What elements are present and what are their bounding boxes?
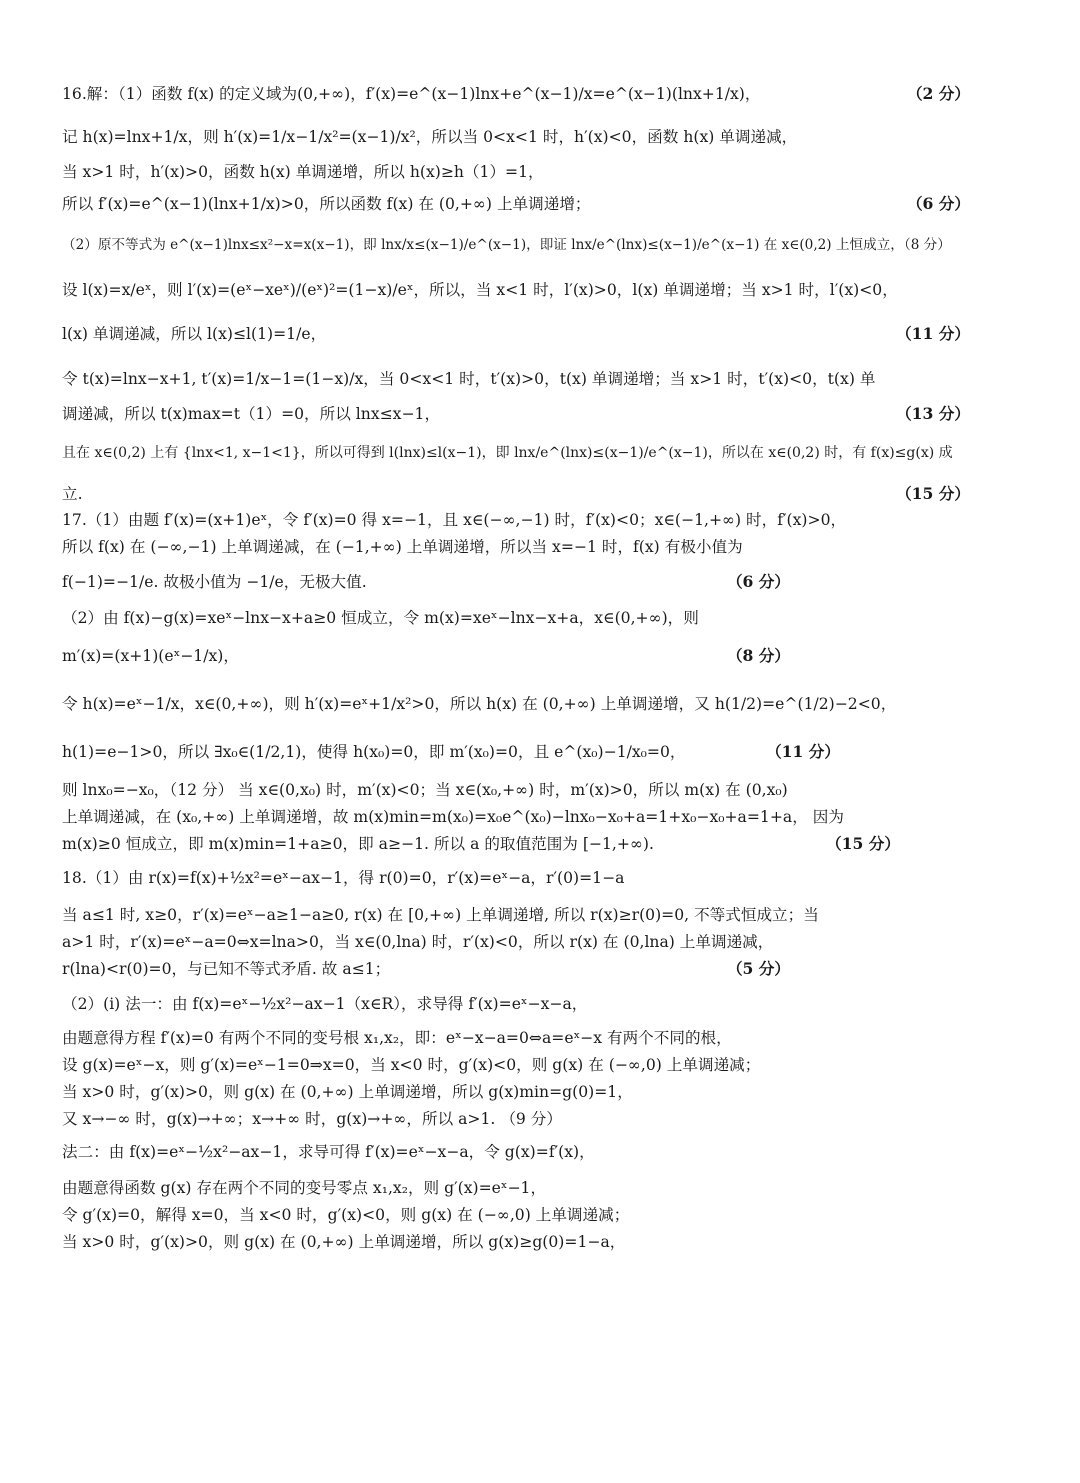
q16-line-5: （2）原不等式为 e^(x−1)lnx≤x²−x=x(x−1)，即 lnx/x≤(x−1)/e^(x−1)，即证 lnx/e^(lnx)≤(x−1)/e^(x−1) 在 x∈(0,2) 上恒成立，（8 分） [62, 237, 951, 253]
q16-line-8: 令 t(x)=lnx−x+1, t′(x)=1/x−1=(1−x)/x，当 0<x<1 时，t′(x)>0，t(x) 单调递增；当 x>1 时，t′(x)<0，t(x) 单 [62, 370, 876, 388]
q18-line-2: 当 a≤1 时, x≥0，r′(x)=eˣ−a≥1−a≥0, r(x) 在 [0,+∞) 上单调递增, 所以 r(x)≥r(0)=0, 不等式恒成立；当 [62, 906, 819, 924]
q16-line-10: 且在 x∈(0,2) 上有 {lnx<1, x−1<1}，所以可得到 l(lnx)≤l(x−1)，即 lnx/e^(lnx)≤(x−1)/e^(x−1)，所以在 x∈(0,2) 时，有 f(x)≤g(x) 成 [62, 445, 953, 461]
score: （6 分） [726, 572, 790, 591]
q16-line-9: 调递减，所以 t(x)max=t（1）=0，所以 lnx≤x−1， （13 分） [62, 404, 970, 423]
q17-line-7: h(1)=e−1>0，所以 ∃x₀∈(1/2,1)，使得 h(x₀)=0，即 m′(x₀)=0，且 e^(x₀)−1/x₀=0， （11 分） [62, 742, 840, 761]
score: （8 分） [726, 646, 790, 665]
q17-line-8: 则 lnx₀=−x₀，（12 分） 当 x∈(0,x₀) 时，m′(x)<0；当 x∈(x₀,+∞) 时，m′(x)>0，所以 m(x) 在 (0,x₀) [62, 781, 788, 799]
q18-line-11: 由题意得函数 g(x) 存在两个不同的变号零点 x₁,x₂，则 g′(x)=eˣ−1， [62, 1179, 547, 1197]
q17-line-2: 所以 f(x) 在 (−∞,−1) 上单调递减，在 (−1,+∞) 上单调递增，所以当 x=−1 时，f(x) 有极小值为 [62, 538, 743, 556]
q18-line-13: 当 x>0 时，g′(x)>0，则 g(x) 在 (0,+∞) 上单调递增，所以 g(x)≥g(0)=1−a， [62, 1233, 626, 1251]
q18-line-1: 18.（1）由 r(x)=f(x)+½x²=eˣ−ax−1，得 r(0)=0，r′(x)=eˣ−a，r′(0)=1−a [62, 869, 625, 887]
score: （15 分） [826, 834, 900, 853]
q17-line-4: （2）由 f(x)−g(x)=xeˣ−lnx−x+a≥0 恒成立，令 m(x)=xeˣ−lnx−x+a，x∈(0,+∞)，则 [62, 609, 699, 627]
score: （15 分） [896, 484, 970, 503]
q17-line-9: 上单调递减，在 (x₀,+∞) 上单调递增，故 m(x)min=m(x₀)=x₀e^(x₀)−lnx₀−x₀+a=1+x₀−x₀+a=1+a， 因为 [62, 808, 844, 826]
q16-line-7: l(x) 单调递减，所以 l(x)≤l(1)=1/e， （11 分） [62, 324, 970, 343]
score: （13 分） [896, 404, 970, 423]
score: （5 分） [726, 959, 790, 978]
q16-line-4: 所以 f′(x)=e^(x−1)(lnx+1/x)>0，所以函数 f(x) 在 (0,+∞) 上单调递增； （6 分） [62, 194, 970, 213]
q17-line-5: m′(x)=(x+1)(eˣ−1/x)， （8 分） [62, 646, 790, 665]
score: （11 分） [896, 324, 970, 343]
q18-line-7: 设 g(x)=eˣ−x，则 g′(x)=eˣ−1=0⇒x=0，当 x<0 时，g′(x)<0，则 g(x) 在 (−∞,0) 上单调递减； [62, 1056, 761, 1074]
q16-line-3: 当 x>1 时，h′(x)>0，函数 h(x) 单调递增，所以 h(x)≥h（1）=1， [62, 163, 544, 181]
score: （2 分） [906, 84, 970, 103]
score: （6 分） [906, 194, 970, 213]
q18-line-3: a>1 时，r′(x)=eˣ−a=0⇔x=lna>0，当 x∈(0,lna) 时，r′(x)<0，所以 r(x) 在 (0,lna) 上单调递减， [62, 933, 774, 951]
q17-line-6: 令 h(x)=eˣ−1/x，x∈(0,+∞)，则 h′(x)=eˣ+1/x²>0，所以 h(x) 在 (0,+∞) 上单调递增，又 h(1/2)=e^(1/2)−2<0， [62, 695, 897, 713]
q17-line-10: m(x)≥0 恒成立，即 m(x)min=1+a≥0，即 a≥−1. 所以 a 的取值范围为 [−1,+∞). （15 分） [62, 834, 900, 853]
score: （11 分） [766, 742, 840, 761]
q17-line-3: f(−1)=−1/e. 故极小值为 −1/e，无极大值. （6 分） [62, 572, 790, 591]
q18-line-8: 当 x>0 时，g′(x)>0，则 g(x) 在 (0,+∞) 上单调递增，所以 g(x)min=g(0)=1， [62, 1083, 633, 1101]
q16-line-1: 16.解：（1）函数 f(x) 的定义域为(0,+∞)，f′(x)=e^(x−1)lnx+e^(x−1)/x=e^(x−1)(lnx+1/x)， （2 分） [62, 84, 970, 103]
q18-line-9: 又 x→−∞ 时，g(x)→+∞；x→+∞ 时，g(x)→+∞，所以 a>1. （9 分） [62, 1110, 562, 1128]
q18-line-12: 令 g′(x)=0，解得 x=0，当 x<0 时，g′(x)<0，则 g(x) 在 (−∞,0) 上单调递减； [62, 1206, 630, 1224]
q16-line-2: 记 h(x)=lnx+1/x，则 h′(x)=1/x−1/x²=(x−1)/x²，所以当 0<x<1 时，h′(x)<0，函数 h(x) 单调递减， [62, 128, 798, 146]
q17-line-1: 17.（1）由题 f′(x)=(x+1)eˣ，令 f′(x)=0 得 x=−1，且 x∈(−∞,−1) 时，f′(x)<0；x∈(−1,+∞) 时，f′(x)>0， [62, 511, 847, 529]
q16-line-11: 立. （15 分） [62, 484, 970, 503]
q18-line-4: r(lna)<r(0)=0，与已知不等式矛盾. 故 a≤1； （5 分） [62, 959, 790, 978]
q16-line-6: 设 l(x)=x/eˣ，则 l′(x)=(eˣ−xeˣ)/(eˣ)²=(1−x)/eˣ，所以，当 x<1 时，l′(x)>0，l(x) 单调递增；当 x>1 时，l′(x)<0， [62, 281, 898, 299]
q18-line-6: 由题意得方程 f′(x)=0 有两个不同的变号根 x₁,x₂，即：eˣ−x−a=0⇔a=eˣ−x 有两个不同的根， [62, 1029, 732, 1047]
q18-line-5: （2）(i) 法一：由 f(x)=eˣ−½x²−ax−1（x∈R），求导得 f′(x)=eˣ−x−a， [62, 995, 588, 1013]
q18-line-10: 法二：由 f(x)=eˣ−½x²−ax−1，求导可得 f′(x)=eˣ−x−a，令 g(x)=f′(x)， [62, 1143, 595, 1161]
